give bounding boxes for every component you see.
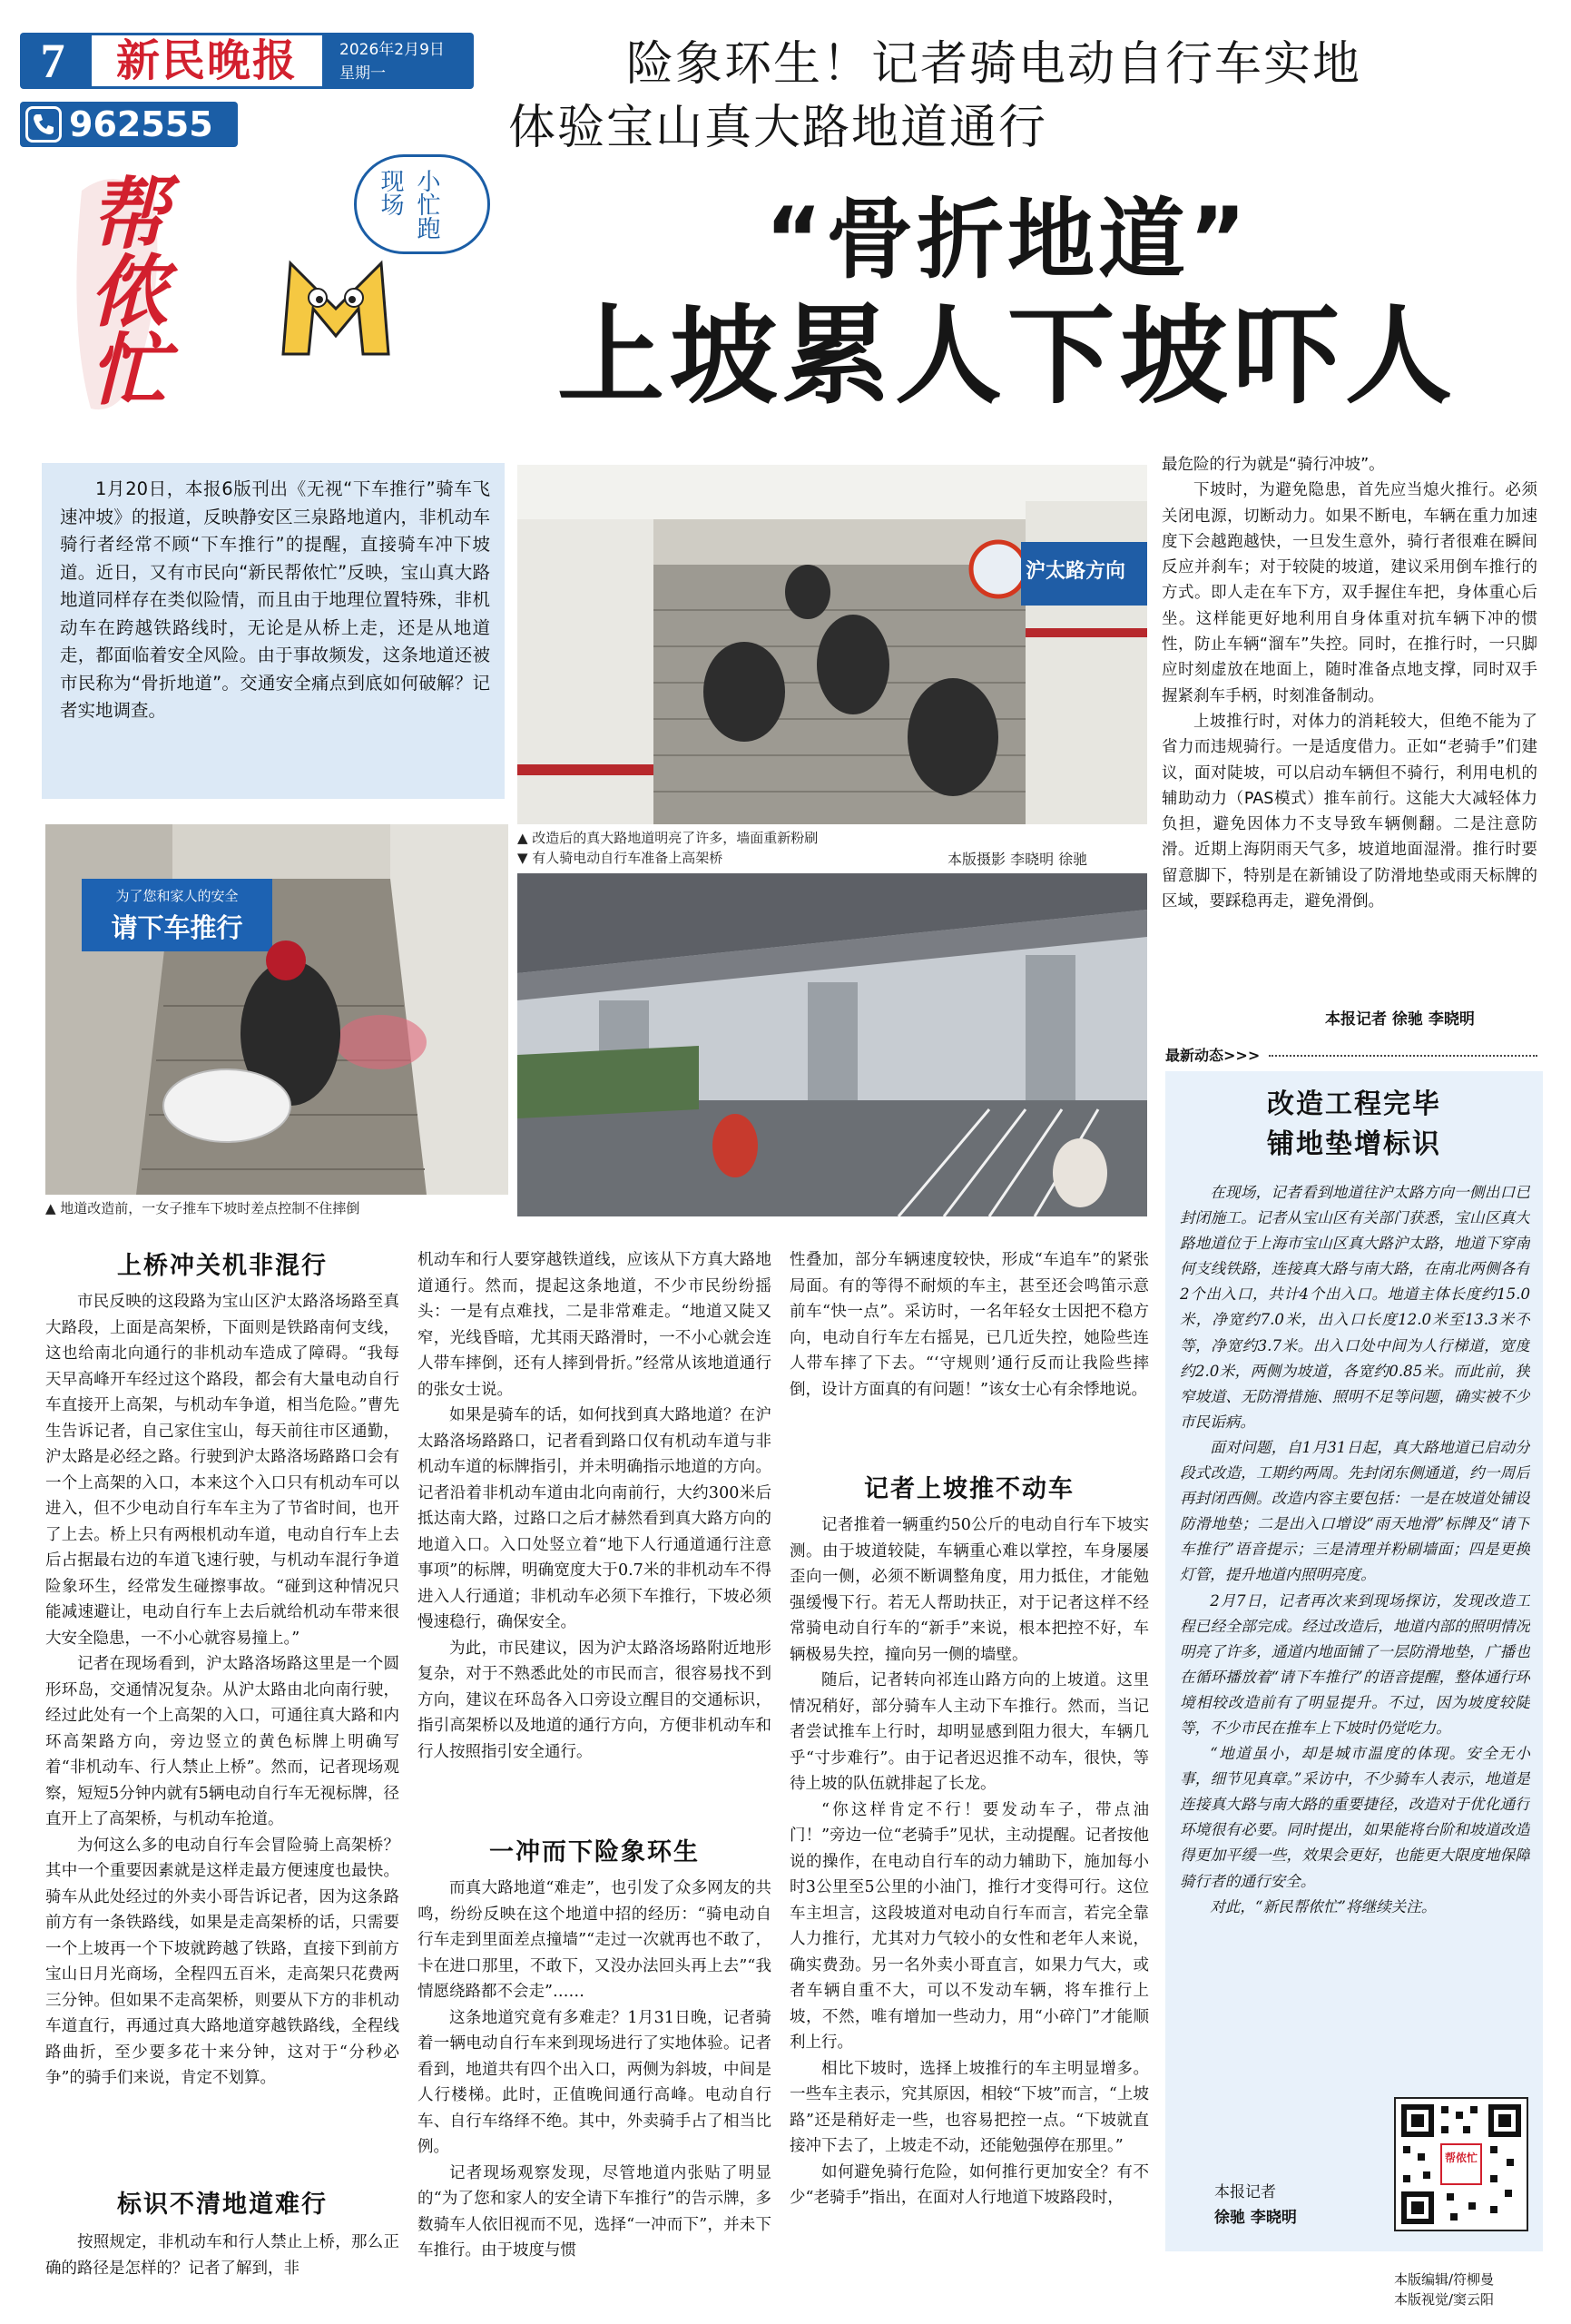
col1-paragraph: 记者在现场看到，沪太路洛场路这里是一个圆形环岛，交通情况复杂。从沪太路由北向南行驶，经过此处有一个上高架的入口，可通往真大路和内环高架路方向，旁边竖立的黄色标牌上明确写着“非机动车、行人禁止上桥”。然而，记者现场观察，短短5分钟内就有5辆电动自行车无视标牌，径直开上了高架桥，与机动车抢道。 bbox=[45, 1655, 399, 1828]
sidebar-text bbox=[1180, 1180, 1530, 2161]
col3-paragraph: 随后，记者转向祁连山路方向的上坡道。这里情况稍好，部分骑车人主动下车推行。然而，当记者尝试推车上行时，却明显感到阻力很大，车辆几乎“寸步难行”。由于记者迟迟推不动车，很快，等待上坡的队伍就排起了长龙。 bbox=[790, 1671, 1149, 1793]
issue-weekday: 星期一 bbox=[339, 64, 386, 83]
sidebar-paragraph: 对此，“新民帮侬忙”将继续关注。 bbox=[1210, 1897, 1437, 1915]
col2-paragraph: 如果是骑车的话，如何找到真大路地道？在沪太路洛场路路口，记者看到路口仅有机动车道与非机动车道的标牌指引，并未明确指示地道的方向。记者沿着非机动车道由北向南前行，大约300米后抵达南大路，过路口之后才赫然看到真大路方向的地道入口。入口处竖立着“地下人行通道通行注意事项”的标牌，明确宽度大于0.7米的非机动车不得进入人行通道；非机动车必须下车推行，下坡必须慢速稳行，确保安全。 bbox=[417, 1406, 771, 1631]
sidebar-byline-label: 本报记者 bbox=[1214, 2183, 1276, 2201]
paper-name: 新民晚报 bbox=[115, 35, 298, 86]
headline-title-1: “骨折地道” bbox=[764, 189, 1251, 290]
qr-center-label: 帮侬忙 bbox=[1444, 2152, 1478, 2164]
col2-heading: 一冲而下险象环生 bbox=[489, 1838, 700, 1866]
sidebar-title-2: 铺地垫增标识 bbox=[1267, 1128, 1441, 1160]
underpass-direction-sign: 沪太路方向 bbox=[1026, 560, 1126, 583]
col4-paragraph: 最危险的行为就是“骑行冲坡”。 bbox=[1162, 456, 1385, 474]
col3-text bbox=[790, 1247, 1149, 1465]
mascot-bubble-text: 小忙跑现场 bbox=[377, 169, 440, 240]
photo-overpass-rider bbox=[517, 873, 1147, 1216]
warning-sign-main: 请下车推行 bbox=[111, 912, 243, 943]
sidebar-tag: 最新动态>>> bbox=[1165, 1047, 1261, 1064]
col3-paragraph: 如何避免骑行危险，如何推行更加安全？有不少“老骑手”指出，在面对人行地道下坡路段时， bbox=[790, 2162, 1149, 2207]
phone-icon bbox=[25, 106, 62, 143]
sidebar-paragraph: “地道虽小，却是城市温度的体现。安全无小事，细节见真章。”采访中，不少骑车人表示，地道是连接真大路与南大路的重要捷径，改造对于优化通行环境很有必要。同时提出，如果能将台阶和坡道改造得更加平缓一些，效果会更好，也能更大限度地保障骑行者的通行安全。 bbox=[1180, 1745, 1530, 1890]
photo-underpass-renovated bbox=[517, 465, 1147, 824]
sidebar-byline-names: 徐驰 李晓明 bbox=[1214, 2209, 1297, 2227]
col4-byline: 本报记者 徐驰 李晓明 bbox=[1325, 1010, 1475, 1029]
photo-caption-top-1: ▲ 改造后的真大路地道明亮了许多，墙面重新粉刷 bbox=[517, 830, 819, 846]
col4-paragraph: 上坡推行时，对体力的消耗较大，但绝不能为了省力而违规骑行。一是适度借力。正如“老骑手”们建议，面对陡坡，可以启动车辆但不骑行，利用电机的辅助动力（PAS模式）推车前行。这能大大减轻体力负担，避免因体力不支导致车辆侧翻。二是注意防滑。近期上海阴雨天气多，坡道地面湿滑。推行时要留意脚下，特别是在新铺设了防滑地垫或雨天标牌的区域，要踩稳再走，避免滑倒。 bbox=[1162, 712, 1537, 911]
sidebar-paragraph: 面对问题，自1月31日起，真大路地道已启动分段式改造，工期约两周。先封闭东侧通道，约一周后再封闭西侧。改造内容主要包括：一是在坡道处铺设防滑地垫；二是出入口增设“雨天地滑”标牌及“请下车推行”语音提示；三是清理并粉刷墙面；四是更换灯管，提升地道内照明亮度。 bbox=[1180, 1438, 1530, 1584]
headline-title-2: 上坡累人下坡吓人 bbox=[556, 293, 1458, 419]
col2-text bbox=[417, 1247, 771, 1810]
sidebar-rule bbox=[1269, 1055, 1537, 1057]
col3-heading: 记者上坡推不动车 bbox=[864, 1475, 1075, 1503]
col1-paragraph: 为何这么多的电动自行车会冒险骑上高架桥？其中一个重要因素就是这样走最方便速度也最快。骑车从此处经过的外卖小哥告诉记者，因为这条路前方有一条铁路线，如果是走高架桥的话，只需要一个上坡再一个下坡就跨越了铁路，直接下到前方宝山日月光商场，全程四五百米，走高架只花费两三分钟。但如果不走高架桥，则要从下方的非机动车道直行，再通过真大路地道穿越铁路线，全程线路曲折，至少要多花十来分钟，这对于“分秒必争”的骑手们来说，肯定不划算。 bbox=[45, 1836, 399, 2087]
col3-paragraph: 记者推着一辆重约50公斤的电动自行车下坡实测。由于坡道较陡，车辆重心难以掌控，车身屡屡歪向一侧，必须不断调整角度，用力抵住，才能勉强缓慢下行。若无人帮助扶正，对于记者这样不经常骑电动自行车的“新手”来说，根本把控不好，车辆极易失控，撞向另一侧的墙壁。 bbox=[790, 1516, 1149, 1664]
footer-visual: 本版视觉/窦云阳 bbox=[1394, 2291, 1495, 2308]
col2-text-2 bbox=[417, 1876, 771, 2311]
col2-paragraph: 而真大路地道“难走”，也引发了众多网友的共鸣，纷纷反映在这个地道中招的经历：“骑电动自行车走到里面差点撞墙”“走过一次就再也不敢了，卡在进口那里，不敢下，又没办法回头再上去”“我情愿绕路都不会走”…… bbox=[417, 1879, 771, 2001]
col2-paragraph: 记者现场观察发现，尽管地道内张贴了明显的“为了您和家人的安全请下车推行”的告示牌，多数骑车人依旧视而不见，选择“一冲而下”，并未下车推行。由于坡度与惯 bbox=[417, 2163, 771, 2260]
kicker-line-1: 险象环生！记者骑电动自行车实地 bbox=[626, 37, 1362, 92]
photo-caption-left: ▲ 地道改造前，一女子推车下坡时差点控制不住摔倒 bbox=[45, 1200, 360, 1216]
kicker-line-2: 体验宝山真大路地道通行 bbox=[508, 101, 1048, 155]
col3-text-2 bbox=[790, 1512, 1149, 2311]
col1-heading-2: 标识不清地道难行 bbox=[117, 2191, 328, 2219]
page-number: 7 bbox=[40, 34, 65, 88]
col3-paragraph: 性叠加，部分车辆速度较快，形成“车追车”的紧张局面。有的等得不耐烦的车主，甚至还会鸣笛示意前车“快一点”。采访时，一名年轻女士因把不稳方向，电动自行车左右摇晃，已几近失控，她险些连人带车摔了下去。“‘守规则’通行反而让我险些摔倒，设计方面真的有问题！”该女士心有余悸地说。 bbox=[790, 1251, 1149, 1399]
col1-heading: 上桥冲关机非混行 bbox=[117, 1252, 328, 1280]
photo-caption-top-2: ▼ 有人骑电动自行车准备上高架桥 bbox=[517, 850, 723, 866]
col2-paragraph: 机动车和行人要穿越铁道线，应该从下方真大路地道通行。然而，提起这条地道，不少市民纷纷摇头：一是有点难找，二是非常难走。“地道又陡又窄，光线昏暗，尤其雨天路滑时，一不小心就会连人带车摔倒，还有人摔到骨折。”经常从该地道通行的张女士说。 bbox=[417, 1251, 771, 1399]
mascot-icon bbox=[272, 245, 399, 372]
qr-code[interactable] bbox=[1394, 2097, 1528, 2231]
col2-paragraph: 这条地道究竟有多难走？1月31日晚，记者骑着一辆电动自行车来到现场进行了实地体验。记者看到，地道共有四个出入口，两侧为斜坡，中间是人行楼梯。此时，正值晚间通行高峰。电动自行车、自行车络绎不绝。其中，外卖骑手占了相当比例。 bbox=[417, 2008, 771, 2156]
col3-paragraph: “你这样肯定不行！要发动车子，带点油门！”旁边一位“老骑手”见状，主动提醒。记者按他说的操作，在电动自行车的动力辅助下，施加每小时3公里至5公里的小油门，推行才变得可行。这位车主坦言，这段坡道对电动自行车而言，若完全靠人力推行，尤其对力气较小的女性和老年人来说，确实费劲。另一名外卖小哥直言，如果力气大，或者车辆自重不大，可以不发动车辆，将车推行上坡，不然，唯有增加一些动力，用“小碎门”才能顺利上行。 bbox=[790, 1800, 1149, 2052]
warning-sign-top: 为了您和家人的安全 bbox=[115, 888, 239, 904]
column-logo bbox=[64, 163, 172, 436]
col1-paragraph: 市民反映的这段路为宝山区沪太路洛场路至真大路段，上面是高架桥，下面则是铁路南何支线，这也给南北向通行的非机动车造成了障碍。“我每天早高峰开车经过这个路段，都会有大量电动自行车直接开上高架，与机动车争道，相当危险。”曹先生告诉记者，自己家住宝山，每天前往市区通勤，沪太路是必经之路。行驶到沪太路洛场路路口会有一个上高架的入口，本来这个入口只有机动车可以进入，但不少电动自行车车主为了节省时间，也开了上去。桥上只有两根机动车道，电动自行车上去后占据最右边的车道飞速行驶，与机动车混行争道险象环生，经常发生碰擦事故。“碰到这种情况只能减速避让，电动自行车上去后就给机动车带来很大安全隐患，一不小心就容易撞上。” bbox=[45, 1293, 399, 1648]
col1-text-2 bbox=[45, 2230, 399, 2311]
photo-woman-pushing-scooter bbox=[45, 824, 508, 1195]
photo-credit: 本版摄影 李晓明 徐驰 bbox=[948, 851, 1088, 868]
lead-paragraph: 1月20日，本报6版刊出《无视“下车推行”骑车飞速冲坡》的报道，反映静安区三泉路地道内，非机动车骑行者经常不顾“下车推行”的提醒，直接骑车冲下坡道。近日，又有市民向“新民帮侬忙”反映，宝山真大路地道同样存在类似险情，而且由于地理位置特殊，非机动车在跨越铁路线时，无论是从桥上走，还是从地道走，都面临着安全风险。由于事故频发，这条地道还被市民称为“骨折地道”。交通安全痛点到底如何破解？记者实地调查。 bbox=[60, 478, 490, 721]
hotline-number: 962555 bbox=[69, 104, 213, 144]
sidebar-title-1: 改造工程完毕 bbox=[1267, 1088, 1441, 1120]
sidebar-paragraph: 2月7日，记者再次来到现场探访，发现改造工程已经全部完成。经过改造后，地道内部的照明情况明亮了许多，通道内地面铺了一层防滑地垫，广播也在循环播放着“请下车推行”的语音提醒，整体通行环境相较改造前有了明显提升。不过，因为坡度较陡等，不少市民在推车上下坡时仍觉吃力。 bbox=[1180, 1591, 1530, 1737]
issue-date: 2026年2月9日 bbox=[339, 41, 445, 59]
col1-text bbox=[45, 1289, 399, 2179]
col4-paragraph: 下坡时，为避免隐患，首先应当熄火推行。必须关闭电源，切断动力。如果不断电，车辆在重力加速度下会越跑越快，一旦发生意外，骑行者很难在瞬间反应并刹车；对于较陡的坡道，建议采用倒车推行的方式。即人走在车下方，双手握住车把，身体重心后坐。这样能更好地利用自身体重对抗车辆下冲的惯性，防止车辆“溜车”失控。同时，在推行时，一只脚应时刻虚放在地面上，随时准备点地支撑，同时双手握紧刹车手柄，时刻准备制动。 bbox=[1162, 481, 1537, 705]
lead-text bbox=[60, 476, 490, 793]
column-logo-text: 帮侬忙 bbox=[76, 172, 168, 407]
col3-paragraph: 相比下坡时，选择上坡推行的车主明显增多。一些车主表示，究其原因，相较“下坡”而言，“上坡路”还是稍好走一些，也容易把控一点。“下坡就直接冲下去了，上坡走不动，还能勉强停在那里。” bbox=[790, 2059, 1149, 2155]
sidebar-paragraph: 在现场，记者看到地道往沪太路方向一侧出口已封闭施工。记者从宝山区有关部门获悉，宝山区真大路地道位于上海市宝山区真大路沪太路，地道下穿南何支线铁路，连接真大路与南大路，在南北两侧各有2个出入口，共计4个出入口。地道主体长度约15.0米，净宽约7.0米，出入口长度12.0米至13.3米不等，净宽约3.7米。出入口处中间为人行梯道，宽度约2.0米，两侧为坡道，各宽约0.85米。而此前，狭窄坡道、无防滑措施、照明不足等问题，确实被不少市民诟病。 bbox=[1180, 1184, 1530, 1431]
col1-paragraph: 按照规定，非机动车和行人禁止上桥，那么正确的路径是怎样的？记者了解到，非 bbox=[45, 2233, 399, 2278]
col2-paragraph: 为此，市民建议，因为沪太路洛场路附近地形复杂，对于不熟悉此处的市民而言，很容易找不到方向，建议在环岛各入口旁设立醒目的交通标识，指引高架桥以及地道的通行方向，方便非机动车和行人按照指引安全通行。 bbox=[417, 1639, 771, 1761]
column-4-text bbox=[1162, 452, 1537, 1051]
footer-editor: 本版编辑/符柳曼 bbox=[1394, 2271, 1495, 2288]
